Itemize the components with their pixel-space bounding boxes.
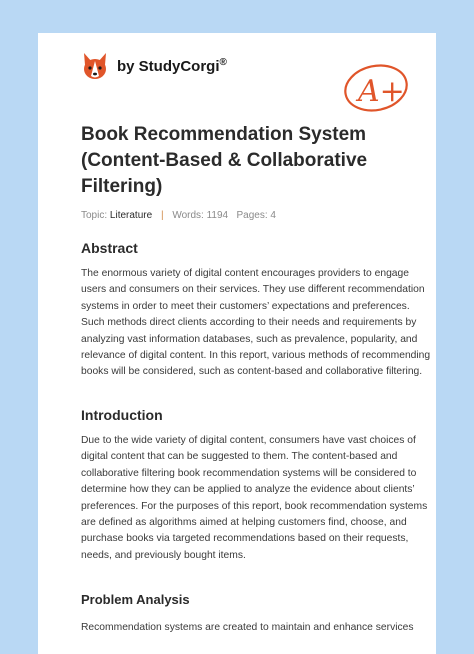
topic-link[interactable]: Literature xyxy=(109,210,153,221)
grade-stamp-icon xyxy=(340,59,416,113)
problem-analysis-heading: Problem Analysis xyxy=(81,592,190,607)
registered-mark: ® xyxy=(219,57,227,68)
essay-title: Book Recommendation System (Content-Based & Collaborative Filtering) xyxy=(81,124,368,197)
introduction-heading: Introduction xyxy=(81,407,163,423)
essay-meta xyxy=(81,210,276,221)
grade-badge xyxy=(340,59,416,118)
topic-label: Topic: xyxy=(81,210,108,221)
corgi-icon xyxy=(81,51,109,81)
abstract-paragraph: The enormous variety of digital content encourages providers to engage users and consumers on their services. They use different recommendation systems in order to meet their customers’ expectations and preferences. Such methods direct clients according to their needs and requirements by analyzing vast information databases, such as prevalence, popularity, and relevance of digital content. In this report, various methods of recommending books will be considered, such as content-based and collaborative filtering. xyxy=(81,268,431,378)
pages-label: Pages: xyxy=(236,210,268,221)
words-value: 1194 xyxy=(206,210,229,221)
header xyxy=(81,51,436,111)
brand-name xyxy=(117,57,227,75)
pages-value: 4 xyxy=(270,210,276,221)
grade-text: A+ xyxy=(358,74,405,109)
problem-analysis-paragraph: Recommendation systems are created to maintain and enhance services xyxy=(81,622,414,633)
abstract-heading: Abstract xyxy=(81,240,138,256)
studycorgi-logo[interactable] xyxy=(81,51,227,81)
brand-text: by StudyCorgi xyxy=(117,58,220,75)
words-label: Words: xyxy=(172,210,204,221)
meta-divider: | xyxy=(160,210,164,221)
introduction-paragraph: Due to the wide variety of digital content, consumers have vast choices of digital content that can be suggested to them. The content-based and collaborative filtering book recommendation systems will be considered to determine how they can be applied to analyze the evidence about clients’ preferences. For the purposes of this report, book recommendation systems are defined as algorithms aimed at helping customers find, choose, and purchase books via targeted recommendations based on their requests, needs, and previously bought items. xyxy=(81,435,428,561)
document-page xyxy=(38,33,436,654)
